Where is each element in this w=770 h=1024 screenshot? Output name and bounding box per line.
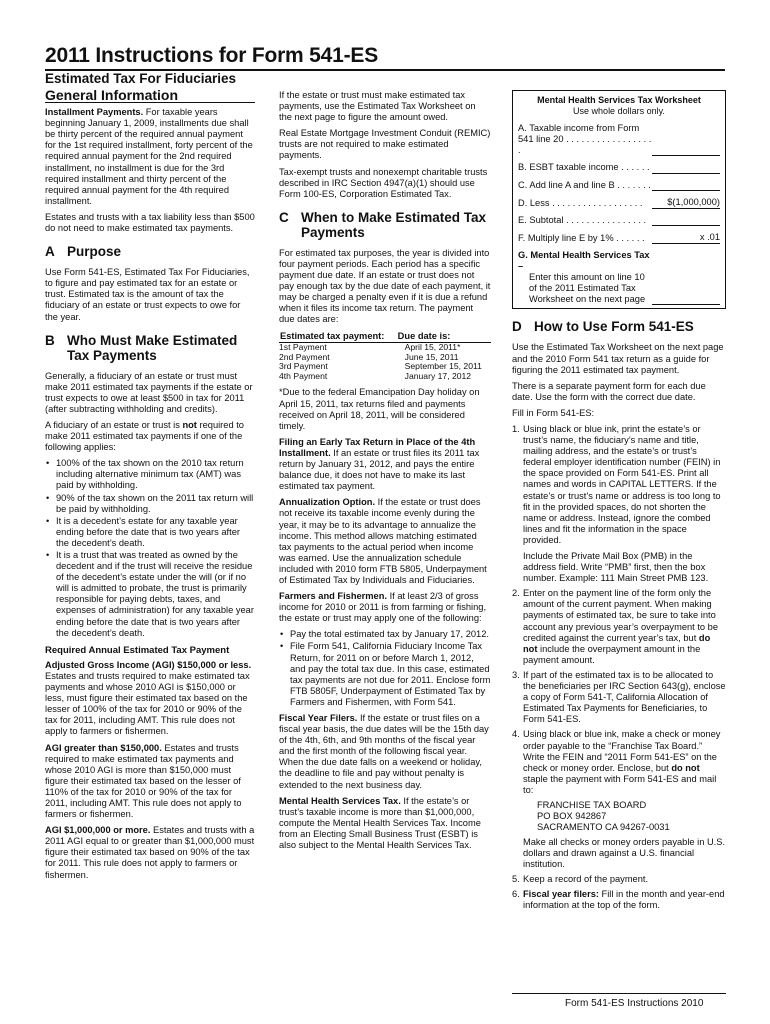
worksheet-row (518, 215, 720, 226)
section-c-heading (279, 210, 491, 240)
worksheet-value-field[interactable] (652, 190, 720, 191)
list-number: 3. (512, 669, 520, 680)
text: A fiduciary of an estate or trust is (45, 419, 183, 430)
address-line: PO BOX 942867 (537, 810, 607, 821)
section-letter: D (512, 319, 522, 335)
worksheet-label: E. Subtotal . . . . . . . . . . . . . . . . (518, 214, 647, 225)
worksheet-row (518, 197, 720, 209)
installment-payments-label: Installment Payments. (45, 107, 144, 118)
paragraph-label: Fiscal Year Filers. (279, 713, 358, 723)
mailing-address (523, 800, 726, 833)
text: include the overpayment amount in the payment amount. (523, 643, 701, 665)
agi-1m-paragraph (45, 825, 255, 880)
list-item: • File Form 541, California Fiduciary Income Tax Return, for 2011 on or before March 1, 2012, and pay the total tax due. In this case, estimated tax payments are not due for 2011. Enclose form FTB 5805F, Underpayment of Estimated Tax by Farmers and Fishermen, with Form 541. (279, 641, 491, 708)
text: Using black or blue ink, make a check or money order payable to the “Franchise Tax Board.” Write the FEIN and “2011 Form 541-ES” on the check or money order. Enclose, but (523, 729, 721, 773)
general-information-heading: General Information (45, 90, 255, 103)
section-letter: A (45, 244, 55, 260)
column-1 (45, 87, 255, 886)
column-2 (279, 90, 491, 856)
text: staple the payment with Form 541-ES and mail to: (523, 773, 717, 795)
who-must-paragraph: Generally, a fiduciary of an estate or trust must make 2011 estimated tax payments if the estate or trust expects to owe at least $500 in tax for 2011 (after subtracting withholding and credits). (45, 370, 253, 414)
text: If at least 2/3 of gross income for 2010 or 2011 is from farming or fishing, the estate or trust may apply one of the following: (279, 591, 487, 624)
text: Keep a record of the payment. (523, 874, 649, 885)
column-header: Estimated tax payment: (279, 331, 397, 343)
worksheet-g-label: G. Mental Health Services Tax – (518, 249, 650, 272)
agi-label: AGI $1,000,000 or more. (45, 825, 151, 836)
address-line: SACRAMENTO CA 94267-0031 (537, 821, 670, 832)
footer-rule (512, 993, 726, 994)
text: If an estate or trust files its 2011 tax return by January 31, 2012, and pays the entire balance due, it does not have to make its last estimated tax payment. (279, 447, 480, 492)
section-title: How to Use Form 541-ES (534, 319, 694, 335)
list-item (512, 889, 726, 911)
worksheet-value-field[interactable]: x .01 (652, 232, 720, 244)
worksheet-paragraph: If the estate or trust must make estimated tax payments, use the Estimated Tax Worksheet on the next page to figure the amount owed. (279, 90, 476, 123)
paragraph-label: Filing an Early Tax Return in Place of the 4th Installment. (279, 436, 476, 458)
worksheet-value-field[interactable] (652, 173, 720, 174)
agi-label: AGI greater than $150,000. (45, 742, 162, 753)
tax-exempt-paragraph: Tax-exempt trusts and nonexempt charitable trusts described in IRC Section 4947(a)(1) should use Form 100-ES, Corporation Estimated Tax. (279, 166, 488, 199)
list-item: • Pay the total estimated tax by January 17, 2012. (279, 629, 491, 640)
farmers-list (279, 629, 491, 708)
agi-label: Adjusted Gross Income (AGI) $150,000 or less. (45, 659, 252, 670)
worksheet-title: Mental Health Services Tax Worksheet (537, 95, 701, 105)
worksheet-row (518, 232, 720, 244)
list-number: 1. (512, 423, 520, 434)
text: If the estate’s or trust’s taxable income is more than $1,000,000, compute the Mental Health Services Tax. Income from an Electing Small Business Trust (ESBT) is also subject to the Mental Health Services Tax. (279, 795, 481, 851)
section-d-heading (512, 319, 726, 334)
section-title: Who Must Make Estimated Tax Payments (67, 332, 238, 363)
worksheet-label: D. Less . . . . . . . . . . . . . . . . . . (518, 197, 643, 208)
instructions-list (512, 424, 726, 912)
worksheet-label: A. Taxable income from Form 541 line 20 . . . . . . . . . . . . . . . . . . (518, 123, 652, 156)
separate-form-paragraph: There is a separate payment form for each due date. Use the form with the correct due date. (512, 380, 706, 402)
table-cell: April 15, 2011* (404, 342, 461, 353)
text: Using black or blue ink, print the estate’s or trust’s name, the fiduciary’s name and title, mailing address, and the estate’s or trust’s federal employer identification number (FEIN) in the space provided on Form 541-ES. Print all names and words in CAPITAL LETTERS. If the estate’s or trust’s name or address is too long to fit in the provided spaces, do not shorten the name or address. Instead, ignore the combed lines and fit the information in the space provided. (523, 423, 721, 545)
worksheet-value-field[interactable]: $(1,000,000) (652, 197, 720, 209)
page-subtitle: Estimated Tax For Fiduciaries (45, 71, 237, 86)
text: Enter on the payment line of the form only the amount of the current payment. When making payments of estimated tax, be sure to take into account any previous year’s overpayment to be credited against the current year’s tax, but (523, 588, 719, 643)
emphasis: Fiscal year filers: (523, 889, 599, 900)
table-cell: January 17, 2012 (404, 370, 472, 381)
page-title: 2011 Instructions for Form 541-ES (45, 44, 379, 67)
worksheet-value-field[interactable] (652, 304, 720, 305)
paragraph-label: Farmers and Fishermen. (279, 591, 387, 602)
worksheet-subtitle: Use whole dollars only. (573, 106, 665, 117)
table-header-row (279, 331, 491, 343)
page-footer: Form 541-ES Instructions 2010 (565, 998, 704, 1009)
text: required to make 2011 estimated tax payments if one of the following applies: (45, 419, 244, 453)
list-item (512, 874, 726, 885)
worksheet-label: C. Add line A and line B . . . . . . . (518, 179, 651, 190)
early-return-paragraph (279, 437, 491, 492)
list-item (512, 729, 726, 870)
text: Estates and trusts with a 2011 AGI equal to or greater than $1,000,000 must figure their estimated tax based on 90% of the tax for 2011. This rule does not apply to farmers or fishermen. (45, 825, 255, 880)
worksheet-label: B. ESBT taxable income . . . . . . (518, 162, 650, 173)
worksheet-g-text: Enter this amount on line 10 of the 2011 Estimated Tax Worksheet on the next page (529, 272, 646, 305)
section-title: Purpose (67, 244, 122, 260)
worksheet-label (518, 250, 652, 305)
agi-150k-less-paragraph (45, 660, 255, 738)
emphasis: do not (671, 762, 700, 773)
worksheet-row (518, 180, 720, 191)
how-to-use-paragraph: Use the Estimated Tax Worksheet on the next page and the 2010 Form 541 tax return as a guide for figuring the 2011 estimated tax payment. (512, 342, 724, 375)
table-cell: 3rd Payment (279, 361, 328, 372)
farmers-paragraph (279, 591, 491, 624)
agi-150k-more-paragraph (45, 743, 255, 821)
worksheet-row (518, 123, 720, 156)
worksheet-row (518, 162, 720, 173)
section-letter: C (279, 209, 289, 225)
emphasis: not (182, 419, 197, 430)
list-item (512, 424, 726, 584)
table-cell: September 15, 2011 (404, 361, 482, 372)
section-letter: B (45, 332, 55, 348)
table-cell: 2nd Payment (279, 351, 330, 362)
list-number: 2. (512, 588, 520, 599)
list-item: • It is a decedent’s estate for any taxable year ending before the date that is two years after the decedent’s death. (45, 516, 255, 549)
text: If the estate or trust files on a fiscal year basis, the due dates will be the 15th day of the 4th, 6th, and 9th months of the fiscal year and the first month of the following fiscal year. When the due date falls on a weekend or holiday, the deadline to file and pay without penalty is extended to the next business day. (279, 713, 489, 790)
emphasis: do not (523, 632, 711, 654)
fill-in-paragraph: Fill in Form 541-ES: (512, 407, 595, 418)
not-required-paragraph (45, 420, 255, 453)
table-row (279, 372, 491, 382)
required-payment-heading: Required Annual Estimated Tax Payment (45, 644, 230, 656)
list-item: • 90% of the tax shown on the 2011 tax return will be paid by withholding. (45, 493, 255, 515)
payment-periods-paragraph: For estimated tax purposes, the year is divided into four payment periods. Each period has a specific payment due date. If an estate or trust does not pay enough tax by the due date of each payment, it may be charged a penalty even if it is due a refund when it files its income tax return. The payment due dates are: (279, 247, 491, 325)
text: Include the Private Mail Box (PMB) in the address field. Write “PMB” first, then the box number. Example: 111 Main Street PMB 123. (523, 551, 709, 584)
worksheet-label: F. Multiply line E by 1% . . . . . . (518, 232, 645, 243)
list-item (512, 588, 726, 666)
table-cell: 4th Payment (279, 370, 328, 381)
mental-health-paragraph (279, 796, 491, 851)
mental-health-worksheet (512, 90, 726, 309)
text: Make all checks or money orders payable in U.S. dollars and drawn against a U.S. financial institution. (523, 836, 726, 870)
list-number: 6. (512, 889, 520, 900)
installment-payments-text: For taxable years beginning January 1, 2009, installments due shall be thirty percent of the required annual payment for the 1st required installment, forty percent of the required annual payment for the 2nd required installment, no installment is due for the 3rd required installment and thirty percent of the required annual payment for the 4th required installment. (45, 107, 253, 206)
text: If part of the estimated tax is to be allocated to the beneficiaries per IRC Section 643(g), enclose a copy of Form 541-T, California Allocation of Estimated Tax Payments for Beneficiaries, to Form 541-ES. (523, 669, 726, 725)
table-cell: 1st Payment (279, 342, 327, 353)
worksheet-value-field[interactable] (652, 155, 720, 156)
text: Estates and trusts required to make estimated tax payments and whose 2010 AGI is more than $150,000 must figure their estimated tax based on the lesser of 110% of the tax for 2010 or 90% of the tax for 2011, including AMT. This rule does not apply to farmers or fishermen. (45, 742, 242, 820)
section-title: When to Make Estimated Tax Payments (301, 209, 487, 240)
section-a-heading (45, 244, 255, 259)
paragraph-label: Annualization Option. (279, 497, 376, 508)
worksheet-value-field[interactable] (652, 225, 720, 226)
remic-paragraph: Real Estate Mortgage Investment Conduit (REMIC) trusts are not required to make estimated payments. (279, 128, 491, 161)
address-line: FRANCHISE TAX BOARD (537, 799, 647, 810)
text: If the estate or trust does not receive its taxable income evenly during the year, it may be to its advantage to annualize the income. This method allows matching estimated tax payments to the actual period when income was earned. Use the annualization schedule included with 2010 form FTB 5805, Underpayment of Estimated Tax by Individuals and Fiduciaries. (279, 497, 487, 585)
worksheet-row-g (518, 250, 720, 305)
list-number: 5. (512, 874, 520, 885)
paragraph-label: Mental Health Services Tax. (279, 795, 401, 806)
list-number: 4. (512, 729, 520, 740)
annualization-paragraph (279, 497, 491, 586)
list-item: • 100% of the tax shown on the 2010 tax return including alternative minimum tax (AMT) was paid by withholding. (45, 458, 255, 491)
column-header: Due date is: (397, 331, 491, 343)
tax-liability-paragraph: Estates and trusts with a tax liability less than $500 do not need to make estimated tax payments. (45, 211, 255, 234)
holiday-note: *Due to the federal Emancipation Day holiday on April 15, 2011, tax returns filed and payments received on April 18, 2011, will be considered timely. (279, 387, 480, 431)
exemption-list (45, 458, 255, 639)
section-b-heading (45, 333, 255, 363)
list-item: • It is a trust that was treated as owned by the decedent and if the trust will receive the residue of the decedent’s estate under the will (or if no will is admitted to probate, the trust is primarily responsible for paying debts, taxes, and expenses of administration) for any taxable year ending before the date that is two years after the decedent’s death. (45, 550, 255, 639)
table-cell: June 15, 2011 (404, 351, 459, 362)
fiscal-year-paragraph (279, 713, 491, 791)
column-3 (512, 90, 726, 917)
list-item (512, 670, 726, 725)
due-dates-table (279, 331, 491, 382)
text: Fill in the month and year-end information at the top of the form. (523, 889, 725, 911)
text: Estates and trusts required to make estimated tax payments and whose 2010 AGI is $150,000 or less, must figure their estimated tax based on the lesser of 100% of the tax for 2010 or 90% of the tax for 2011, including AMT. This rule does not apply to farmers or fishermen. (45, 670, 250, 737)
purpose-paragraph: Use Form 541-ES, Estimated Tax For Fiduciaries, to figure and pay estimated tax for an estate or trust. Estimated tax is the amount of tax the fiduciary of an estate or trust expects to owe for the year. (45, 267, 250, 322)
installment-payments-paragraph (45, 107, 255, 207)
